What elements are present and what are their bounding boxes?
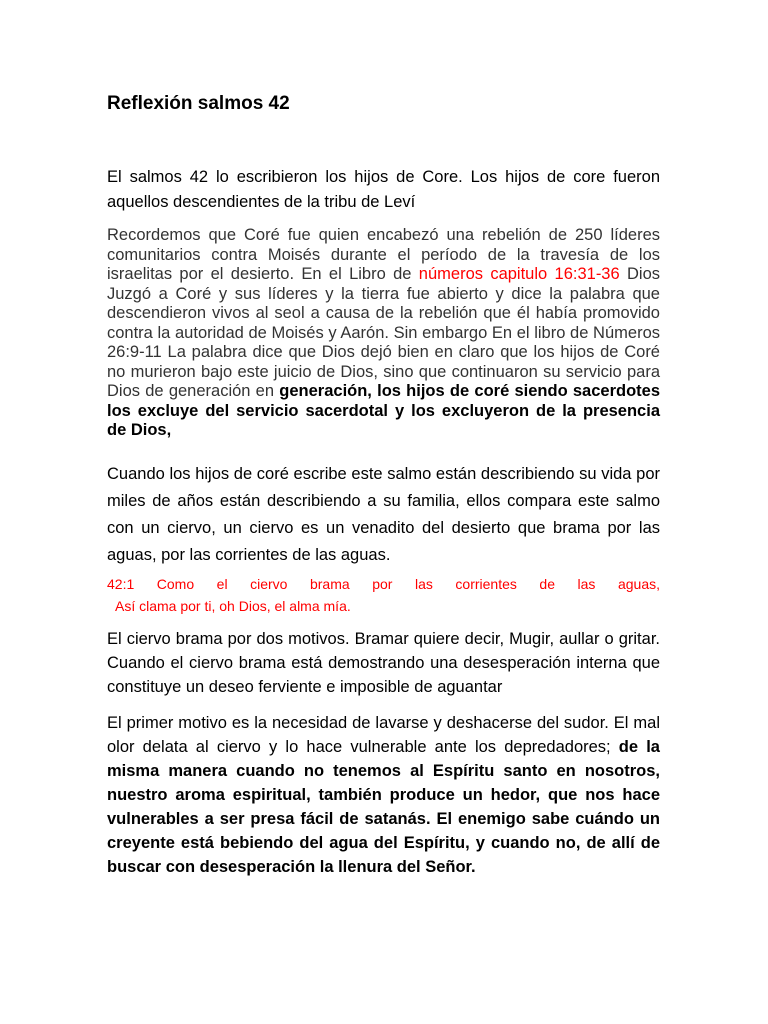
scripture-reference: números capitulo 16:31-36 — [418, 265, 620, 283]
paragraph-first-motive-bold: de la misma manera cuando no tenemos al Espíritu santo en nosotros, nuestro aroma espiritual, también produce un hedor, que nos hace vulnerables a ser presa fácil de satanás. El enemigo sabe cuándo un creyente está bebiendo del agua del Espíritu, y cuando no, de allí de buscar con desesperación la llenura del Señor. — [107, 738, 660, 876]
paragraph-deer-motives: El ciervo brama por dos motivos. Bramar quiere decir, Mugir, aullar o gritar. Cuando el ciervo brama está demostrando una desesperación interna que constituye un deseo ferviente e imposible de aguantar — [107, 630, 660, 696]
verse-quote — [107, 573, 660, 617]
paragraph-history — [107, 226, 660, 441]
paragraph-first-motive-text: El primer motivo es la necesidad de lavarse y deshacerse del sudor. El mal olor delata al ciervo y lo hace vulnerable ante los depredadores; — [107, 714, 660, 756]
paragraph-history-bold: generación, los hijos de coré siendo sacerdotes los excluye del servicio sacerdotal y los excluyeron de la presencia de Dios, — [107, 382, 661, 439]
paragraph-intro: El salmos 42 lo escribieron los hijos de Core. Los hijos de core fueron aquellos descendientes de la tribu de Leví — [107, 168, 660, 211]
document-title: Reflexión salmos 42 — [107, 93, 290, 114]
paragraph-history-text-2: Dios Juzgó a Coré y sus líderes y la tierra fue abierto y dice la palabra que descendieron vivos al seol a causa de la rebelión que él había promovido contra la autoridad de Moisés y Aarón. Sin embargo En el libro de Números 26:9-11 La palabra dice que Dios dejó bien en claro que los hijos de Coré no murieron bajo este juicio de Dios, sino que continuaron su servicio para Dios de generación en — [107, 265, 661, 400]
verse-line-2: Así clama por ti, oh Dios, el alma mía. — [115, 598, 351, 614]
paragraph-history-text-1: Recordemos que Coré fue quien encabezó una rebelión de 250 líderes comunitarios contra Moisés durante el período de la travesía de los israelitas por el desierto. En el Libro de — [107, 226, 660, 283]
paragraph-psalm-description: Cuando los hijos de coré escribe este salmo están describiendo su vida por miles de años están describiendo a su familia, ellos compara este salmo con un ciervo, un ciervo es un venadito del desierto que brama por las aguas, por las corrientes de las aguas. — [107, 465, 660, 564]
paragraph-first-motive — [107, 711, 660, 879]
verse-line-1: 42:1 Como el ciervo brama por las corrientes de las aguas, — [107, 576, 660, 592]
